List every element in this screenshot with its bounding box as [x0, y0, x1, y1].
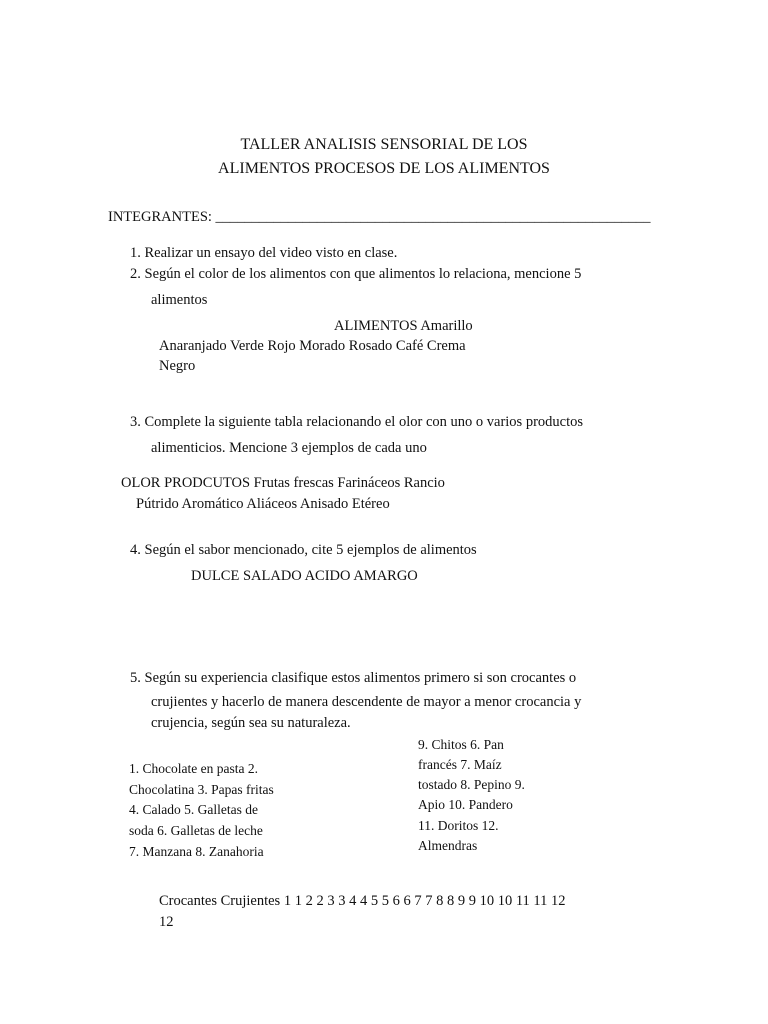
flavor-table: DULCE SALADO ACIDO AMARGO: [191, 568, 418, 584]
question-4: 4. Según el sabor mencionado, cite 5 ejemplos de alimentos: [130, 542, 477, 558]
question-2-line-2: alimentos: [151, 292, 208, 308]
list-item: Almendras: [418, 838, 478, 853]
list-item: soda 6. Galletas de leche: [129, 823, 263, 838]
question-3-line-2: alimenticios. Mencione 3 ejemplos de cada uno: [151, 440, 427, 456]
question-5-line-1: 5. Según su experiencia clasifique estos alimentos primero si son crocantes o: [130, 670, 577, 686]
smell-table-line-2: Pútrido Aromático Aliáceos Anisado Etéreo: [136, 496, 390, 512]
crocantes-table-line-1: Crocantes Crujientes 1 1 2 2 3 3 4 4 5 5 6 6 7 7 8 8 9 9 10 10 11 11 12: [159, 893, 566, 909]
document-title-line-2: ALIMENTOS PROCESOS DE LOS ALIMENTOS: [218, 160, 550, 177]
list-item: 7. Manzana 8. Zanahoria: [129, 844, 264, 859]
smell-table-line-1: OLOR PRODCUTOS Frutas frescas Farináceos Rancio: [121, 475, 445, 491]
list-item: 4. Calado 5. Galletas de: [129, 802, 258, 817]
question-1: 1. Realizar un ensayo del video visto en clase.: [130, 245, 398, 261]
list-item: Chocolatina 3. Papas fritas: [129, 782, 274, 797]
question-5-line-2: crujientes y hacerlo de manera descendente de mayor a menor crocancia y: [151, 694, 582, 710]
list-item: 9. Chitos 6. Pan: [418, 737, 504, 752]
list-item: 1. Chocolate en pasta 2.: [129, 761, 258, 776]
color-table-line-2: Anaranjado Verde Rojo Morado Rosado Café Crema: [159, 338, 466, 354]
question-2-line-1: 2. Según el color de los alimentos con que alimentos lo relaciona, mencione 5: [130, 266, 582, 282]
color-table-line-3: Negro: [159, 358, 196, 374]
list-item: 11. Doritos 12.: [418, 818, 499, 833]
crocantes-table-line-2: 12: [159, 914, 174, 930]
integrantes-field: INTEGRANTES: ____________________________________________________________: [108, 209, 651, 225]
question-3-line-1: 3. Complete la siguiente tabla relacionando el olor con uno o varios productos: [130, 414, 584, 430]
list-item: tostado 8. Pepino 9.: [418, 777, 525, 792]
document-title-line-1: TALLER ANALISIS SENSORIAL DE LOS: [240, 136, 528, 153]
list-item: francés 7. Maíz: [418, 757, 502, 772]
color-table-line-1: ALIMENTOS Amarillo: [334, 318, 473, 334]
question-5-line-3: crujencia, según sea su naturaleza.: [151, 715, 351, 731]
list-item: Apio 10. Pandero: [418, 797, 513, 812]
